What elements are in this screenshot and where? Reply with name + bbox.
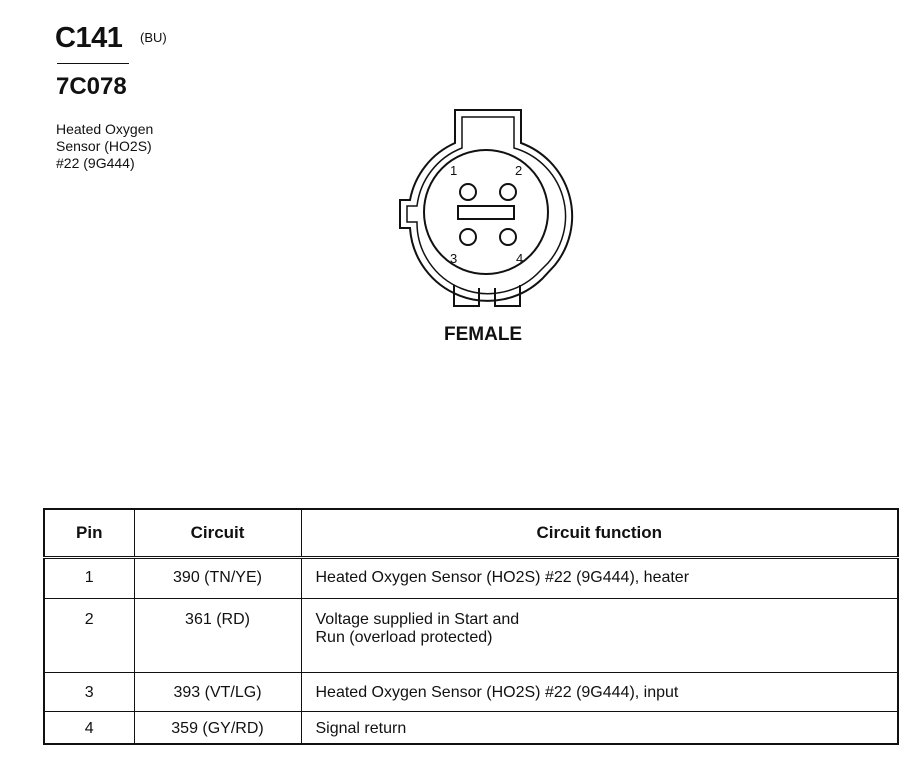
description-line: #22 (9G444) xyxy=(56,155,135,171)
pin-label-1: 1 xyxy=(450,163,458,178)
terminal-face-ring xyxy=(424,150,548,274)
cell-circuit: 361 (RD) xyxy=(134,599,301,673)
header-circuit-function: Circuit function xyxy=(301,509,898,558)
pin-cavity-2 xyxy=(500,184,516,200)
pin-cavity-4 xyxy=(500,229,516,245)
cell-circuit: 393 (VT/LG) xyxy=(134,673,301,712)
cell-circuit-function xyxy=(301,712,898,745)
cell-pin: 3 xyxy=(44,673,134,712)
cell-circuit-function xyxy=(301,558,898,599)
function-line: Heated Oxygen Sensor (HO2S) #22 (9G444), heater xyxy=(315,569,690,586)
description-line: Sensor (HO2S) xyxy=(56,138,152,154)
header-pin: Pin xyxy=(44,509,134,558)
pinout-table xyxy=(43,508,899,745)
function-line: Signal return xyxy=(315,720,407,737)
cell-circuit-function xyxy=(301,599,898,673)
pin-cavity-1 xyxy=(460,184,476,200)
table-row xyxy=(44,712,898,745)
table-row xyxy=(44,558,898,599)
center-key-bar xyxy=(458,206,514,219)
table-row xyxy=(44,673,898,712)
connector-face-diagram xyxy=(380,98,580,318)
cell-circuit-function xyxy=(301,673,898,712)
pin-label-3: 3 xyxy=(450,251,458,266)
cell-pin: 1 xyxy=(44,558,134,599)
function-line: Heated Oxygen Sensor (HO2S) #22 (9G444), input xyxy=(315,684,679,701)
table-row xyxy=(44,599,898,673)
connector-gender-label: FEMALE xyxy=(444,324,523,345)
part-number: 7C078 xyxy=(56,73,127,100)
table-header-row xyxy=(44,509,898,558)
function-line: Voltage supplied in Start and xyxy=(315,611,520,628)
cell-pin: 4 xyxy=(44,712,134,745)
function-line: Run (overload protected) xyxy=(315,629,493,646)
pin-cavity-3 xyxy=(460,229,476,245)
connector-description xyxy=(56,121,153,172)
cell-circuit: 390 (TN/YE) xyxy=(134,558,301,599)
cell-pin: 2 xyxy=(44,599,134,673)
pin-label-2: 2 xyxy=(515,163,523,178)
connector-color-code: (BU) xyxy=(140,30,167,45)
cell-circuit: 359 (GY/RD) xyxy=(134,712,301,745)
header-circuit: Circuit xyxy=(134,509,301,558)
title-rule xyxy=(57,63,129,64)
description-line: Heated Oxygen xyxy=(56,121,154,137)
connector-id: C141 xyxy=(55,22,123,54)
pin-label-4: 4 xyxy=(516,251,524,266)
